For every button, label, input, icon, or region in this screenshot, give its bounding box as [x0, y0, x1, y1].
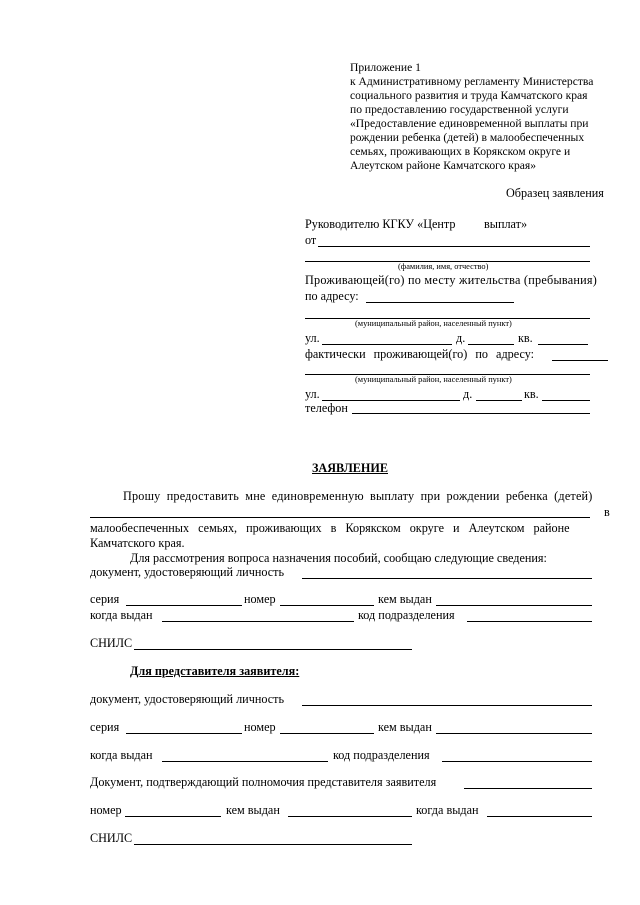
- applicant-issued-by-field[interactable]: [436, 605, 592, 606]
- appendix-line: социального развития и труда Камчатского края: [350, 89, 588, 102]
- applicant-id-doc-field[interactable]: [302, 578, 592, 579]
- street-label: ул.: [305, 331, 320, 345]
- addressee-to-end: выплат»: [484, 217, 528, 231]
- applicant-dept-code-field[interactable]: [467, 621, 592, 622]
- applicant-issued-by-label: кем выдан: [378, 592, 432, 606]
- statement-para-line-4: Камчатского края.: [90, 536, 185, 550]
- appendix-line: семьях, проживающих в Корякском округе и: [350, 145, 571, 158]
- rep-issued-when-field-2[interactable]: [487, 816, 592, 817]
- actual-address-field[interactable]: [552, 360, 608, 361]
- rep-id-doc-label: документ, удостоверяющий личность: [90, 692, 285, 706]
- rep-series-field[interactable]: [126, 733, 242, 734]
- rep-number-label: номер: [244, 720, 276, 734]
- rep-issued-when-label-2: когда выдан: [416, 803, 479, 817]
- house-field-2[interactable]: [476, 400, 522, 401]
- rep-snils-label: СНИЛС: [90, 831, 133, 845]
- rep-series-label: серия: [90, 720, 120, 734]
- municipal-caption: (муниципальный район, населенный пункт): [355, 319, 512, 328]
- rep-number-field-2[interactable]: [125, 816, 221, 817]
- applicant-snils-field[interactable]: [134, 649, 412, 650]
- appendix-line: «Предоставление единовременной выплаты при: [350, 117, 589, 130]
- phone-label: телефон: [305, 401, 348, 415]
- rep-id-doc-field[interactable]: [302, 705, 592, 706]
- appendix-line: по предоставлению государственной услуги: [350, 103, 569, 116]
- flat-label: кв.: [518, 331, 533, 345]
- house-label: д.: [456, 331, 466, 345]
- fio-line-1[interactable]: [318, 246, 590, 247]
- applicant-issued-when-label: когда выдан: [90, 608, 153, 622]
- actual-address-label: фактически проживающей(го) по адресу:: [305, 347, 535, 361]
- sample-label: Образец заявления: [506, 186, 604, 200]
- rep-issued-when-label: когда выдан: [90, 748, 153, 762]
- rep-issued-by-field[interactable]: [436, 733, 592, 734]
- rep-authority-doc-label: Документ, подтверждающий полномочия представителя заявителя: [90, 775, 437, 789]
- rep-number-label-2: номер: [90, 803, 122, 817]
- flat-label-2: кв.: [524, 387, 539, 401]
- rep-dept-code-label: код подразделения: [333, 748, 430, 762]
- addressee-to: Руководителю КГКУ «Центр: [305, 217, 456, 231]
- appendix-line: Приложение 1: [350, 61, 421, 74]
- appendix-line: Алеутском районе Камчатского края»: [350, 159, 537, 172]
- appendix-line: к Административному регламенту Министерства: [350, 75, 594, 88]
- fio-caption: (фамилия, имя, отчество): [398, 262, 489, 271]
- rep-dept-code-field[interactable]: [442, 761, 592, 762]
- applicant-series-field[interactable]: [126, 605, 242, 606]
- house-field[interactable]: [468, 344, 514, 345]
- rep-authority-doc-field[interactable]: [464, 788, 592, 789]
- applicant-number-field[interactable]: [280, 605, 374, 606]
- flat-field-2[interactable]: [542, 400, 590, 401]
- flat-field[interactable]: [538, 344, 588, 345]
- statement-title: ЗАЯВЛЕНИЕ: [312, 461, 388, 475]
- rep-issued-when-field[interactable]: [162, 761, 328, 762]
- applicant-number-label: номер: [244, 592, 276, 606]
- residing-line-1: Проживающей(го) по месту жительства (пребывания): [305, 273, 598, 287]
- applicant-snils-label: СНИЛС: [90, 636, 133, 650]
- from-label: от: [305, 233, 317, 247]
- statement-para-line-3: малообеспеченных семьях, проживающих в Корякском округе и Алеутском районе: [90, 521, 570, 535]
- residing-line-2: по адресу:: [305, 289, 359, 303]
- representative-heading: Для представителя заявителя:: [130, 664, 300, 678]
- address-line-1[interactable]: [366, 302, 514, 303]
- street-field[interactable]: [322, 344, 452, 345]
- rep-snils-field[interactable]: [134, 844, 412, 845]
- statement-para-blank[interactable]: [90, 517, 590, 518]
- applicant-dept-code-label: код подразделения: [358, 608, 455, 622]
- statement-para-line-1: Прошу предоставить мне единовременную выплату при рождении ребенка (детей): [123, 489, 593, 503]
- phone-field[interactable]: [352, 413, 590, 414]
- rep-number-field[interactable]: [280, 733, 374, 734]
- house-label-2: д.: [463, 387, 473, 401]
- info-line: Для рассмотрения вопроса назначения пособий, сообщаю следующие сведения:: [130, 551, 547, 565]
- rep-issued-by-field-2[interactable]: [288, 816, 412, 817]
- applicant-id-doc-label: документ, удостоверяющий личность: [90, 565, 285, 579]
- applicant-series-label: серия: [90, 592, 120, 606]
- appendix-line: рождении ребенка (детей) в малообеспеченных: [350, 131, 585, 144]
- rep-issued-by-label: кем выдан: [378, 720, 432, 734]
- municipal-caption-2: (муниципальный район, населенный пункт): [355, 375, 512, 384]
- street-label-2: ул.: [305, 387, 320, 401]
- statement-para-v: в: [604, 505, 610, 519]
- rep-issued-by-label-2: кем выдан: [226, 803, 280, 817]
- applicant-issued-when-field[interactable]: [162, 621, 354, 622]
